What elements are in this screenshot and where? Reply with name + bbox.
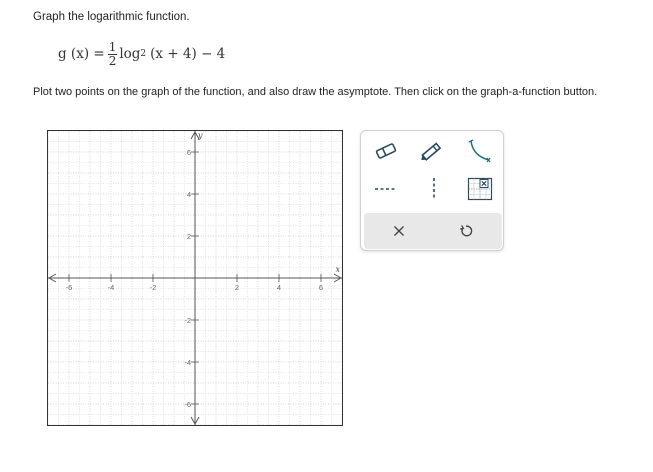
x-tick-label: 4: [276, 283, 282, 292]
x-tick-label: 6: [318, 283, 324, 292]
x-tick-label: -6: [65, 283, 73, 292]
y-tick-label: 2: [186, 232, 191, 241]
x-tick-label: -2: [149, 283, 157, 292]
function-formula: [58, 34, 225, 74]
formula-lhs: g (x) =: [58, 46, 105, 62]
y-tick-label: -4: [184, 358, 191, 367]
eraser-tool-button[interactable]: [369, 136, 403, 166]
y-axis-label: y: [198, 131, 203, 141]
undo-icon: [459, 224, 473, 238]
question-prompt: Graph the logarithmic function.: [33, 11, 190, 23]
x-tick-label: -4: [107, 283, 115, 292]
coordinate-plane[interactable]: [48, 131, 342, 425]
curve-tool-button[interactable]: [463, 136, 497, 166]
graphing-toolbox: [360, 130, 504, 251]
curve-icon: [465, 138, 495, 164]
y-tick-label: 6: [186, 148, 191, 157]
y-tick-label: -2: [184, 316, 191, 325]
pencil-icon: [419, 140, 445, 162]
y-tick-label: 4: [186, 190, 191, 199]
graph-area[interactable]: [47, 130, 343, 426]
formula-rhs: (x + 4) − 4: [150, 46, 226, 62]
fraction-denominator: 2: [108, 53, 117, 68]
graph-function-button[interactable]: [463, 174, 497, 204]
formula-fraction: [108, 41, 118, 68]
dashed-line-icon: [373, 183, 399, 195]
close-icon: [393, 225, 405, 237]
instructions-text: Plot two points on the graph of the function, and also draw the asymptote. Then click on the graph-a-function button.: [33, 86, 598, 98]
vertical-asymptote-tool-button[interactable]: [417, 174, 451, 204]
formula-log: log: [119, 46, 141, 62]
graph-function-icon: [467, 177, 493, 201]
vertical-asymptote-icon: [428, 176, 440, 202]
undo-button[interactable]: [446, 216, 486, 246]
eraser-icon: [373, 141, 399, 161]
dashed-line-tool-button[interactable]: [369, 174, 403, 204]
fraction-numerator: 1: [108, 39, 117, 54]
pencil-tool-button[interactable]: [415, 136, 449, 166]
x-tick-label: 2: [234, 283, 240, 292]
clear-button[interactable]: [379, 216, 419, 246]
x-axis-label: x: [335, 265, 341, 274]
formula-log-base: 2: [140, 49, 147, 59]
y-tick-label: -6: [184, 400, 191, 409]
toolbox-action-bar: [364, 213, 502, 249]
